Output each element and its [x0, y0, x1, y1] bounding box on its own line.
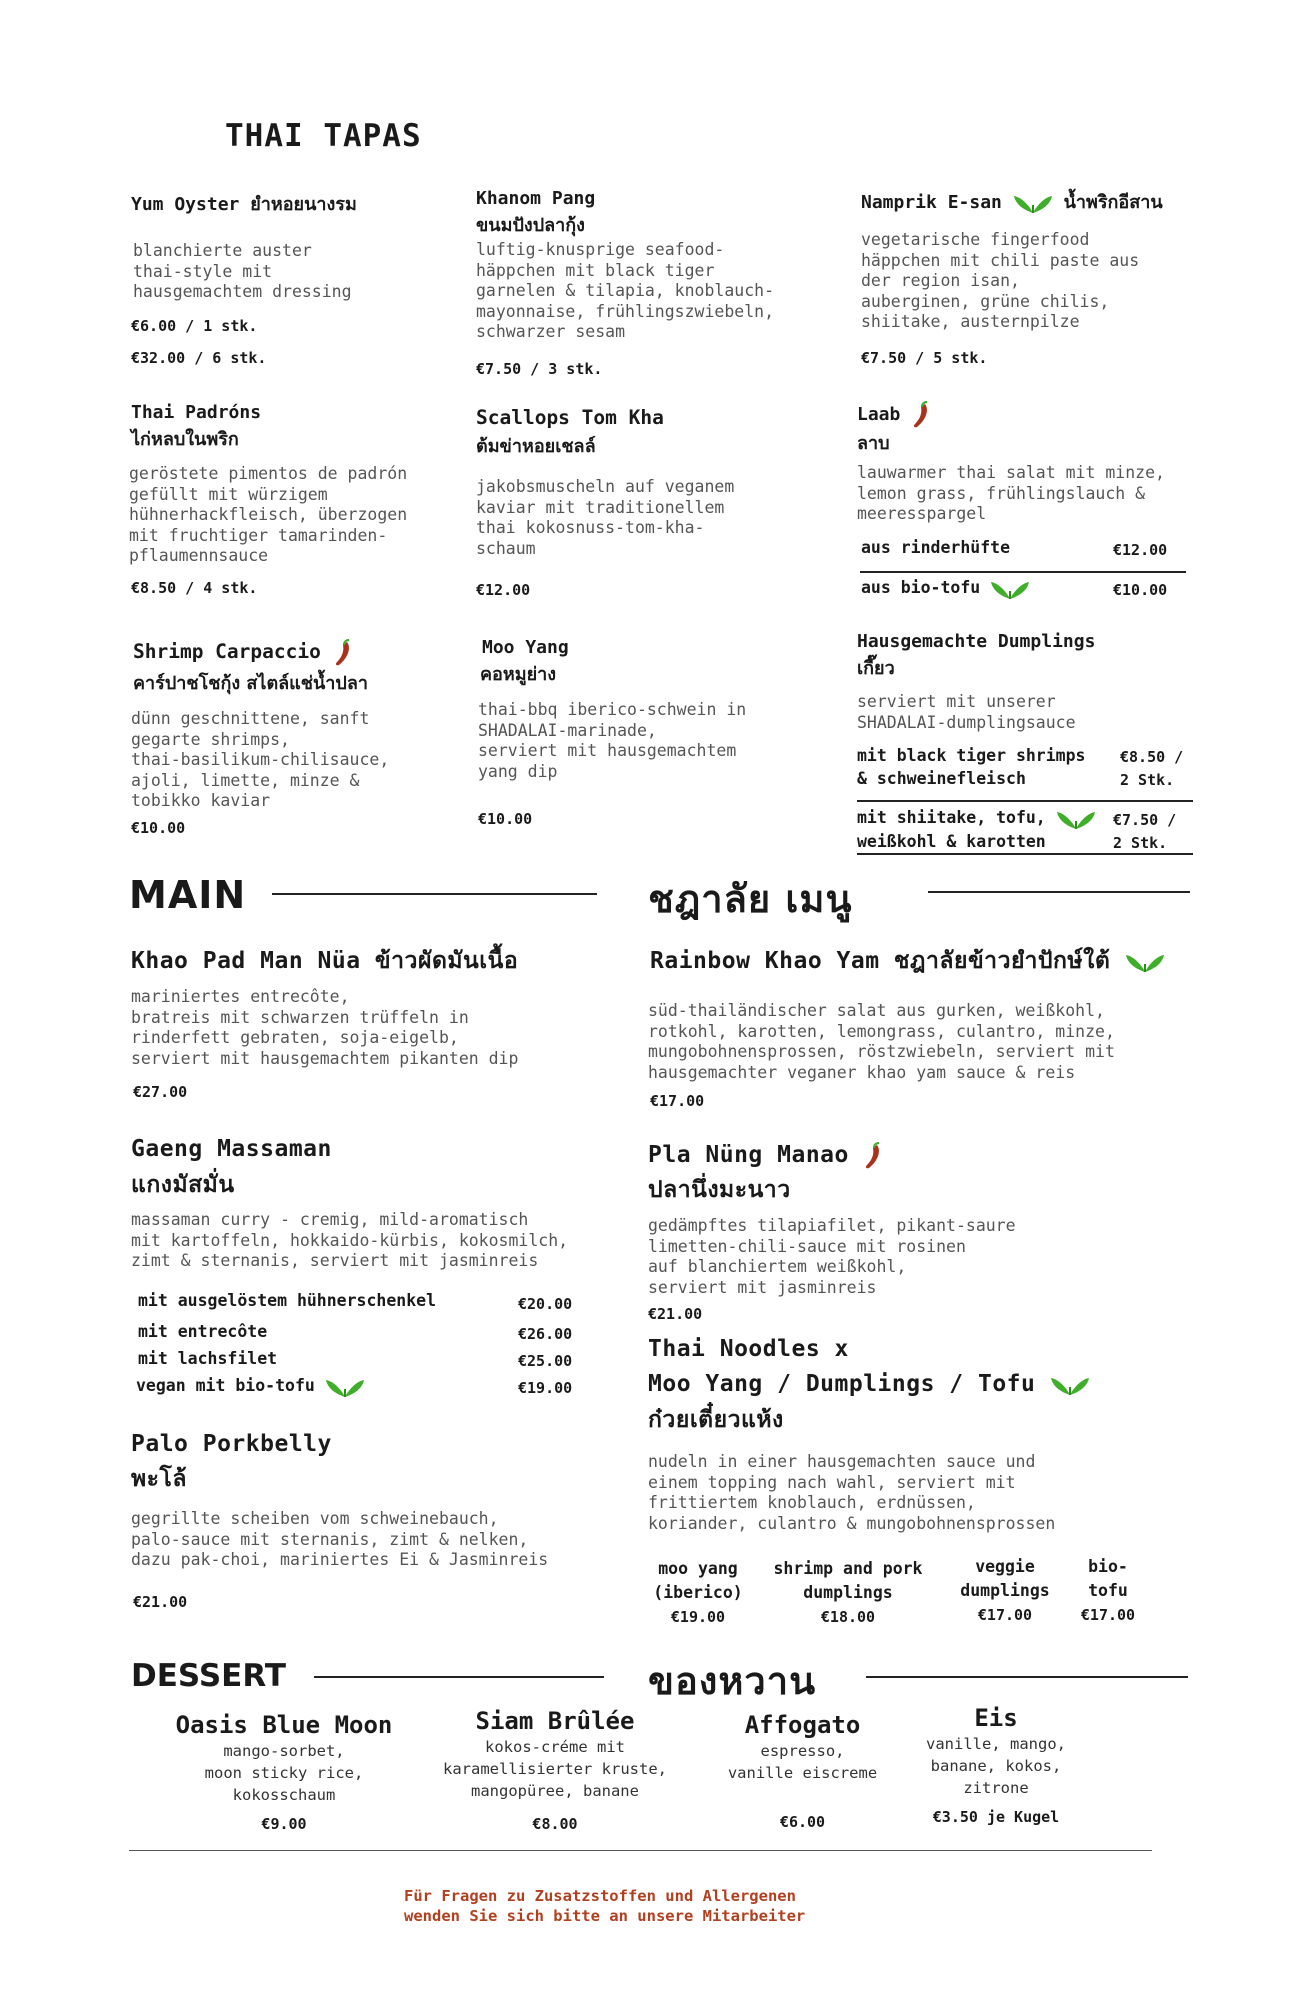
dish-price: €17.00	[650, 1092, 705, 1110]
noodle-option	[762, 1557, 934, 1627]
dish-description: vegetarische fingerfood häppchen mit chili paste aus der region isan, auberginen, grüne chilis, shiitake, austernpilze	[861, 230, 1140, 331]
dish-description: lauwarmer thai salat mit minze, lemon grass, frühlingslauch & meeresspargel	[857, 463, 1165, 523]
option-text: aus bio-tofu	[861, 578, 981, 597]
dish-thai-name: ก๋วยเตี๋ยวแห้ง	[648, 1407, 784, 1433]
dessert-price: €3.50 je Kugel	[932, 1808, 1060, 1826]
dish-name	[131, 944, 518, 978]
leaf-icon	[990, 577, 1030, 601]
option-price: €7.50 /	[1113, 811, 1177, 829]
dessert-name: Affogato	[744, 1711, 861, 1739]
option-label: dumplings	[803, 1583, 893, 1602]
chadalai-heading: ชฎาลัย เมนู	[648, 877, 853, 921]
dish-thai-name: ข้าวผัดมันเนื้อ	[374, 948, 519, 974]
option-label: weißkohl & karotten	[857, 832, 1046, 851]
dish-thai-name: คอหมูย่าง	[480, 664, 557, 685]
leaf-icon	[1125, 949, 1165, 975]
dish-thai-name: ปลานึ่งมะนาว	[648, 1177, 791, 1203]
chili-icon	[911, 401, 931, 429]
dish-title: Namprik E-san	[861, 192, 1002, 213]
dish-thai-name: แกงมัสมั่น	[131, 1172, 235, 1198]
dish-description: mariniertes entrecôte, bratreis mit schwarzen trüffeln in rinderfett gebraten, soja-eigelb, serviert mit hausgemachtem pikanten dip	[131, 987, 519, 1068]
divider	[129, 1850, 1152, 1851]
dish-title: Laab	[857, 404, 901, 425]
dish-price: €10.00	[478, 810, 533, 828]
dessert-name: Siam Brûlée	[475, 1707, 635, 1735]
dish-price: €32.00 / 6 stk.	[131, 349, 267, 367]
option-price: €19.00	[518, 1379, 573, 1397]
dish-name	[648, 1367, 1090, 1401]
divider	[857, 800, 1193, 802]
tapas-heading: THAI TAPAS	[225, 118, 422, 154]
dish-title: Khanom Pang	[476, 188, 596, 209]
option-label: mit entrecôte	[138, 1322, 268, 1341]
option-price: €25.00	[518, 1352, 573, 1370]
dessert-heading: DESSERT	[131, 1658, 286, 1694]
dessert-description: espresso, vanille eiscreme	[727, 1742, 878, 1782]
dish-thai-name: ลาบ	[857, 433, 890, 454]
option-label: dumplings	[960, 1581, 1050, 1600]
leaf-icon	[325, 1375, 365, 1399]
dish-description: süd-thailändischer salat aus gurken, weißkohl, rotkohl, karotten, lemongrass, culantro, minze, mungobohnensprossen, röstzwiebeln, serviert mit hausgemachter veganer khao yam sauce & reis	[648, 1001, 1115, 1082]
dessert-item	[425, 1706, 685, 1834]
leaf-icon	[1013, 191, 1053, 215]
dish-description: dünn geschnittene, sanft gegarte shrimps, thai-basilikum-chilisauce, ajoli, limette, minze & tobikko kaviar	[131, 709, 390, 810]
noodle-option	[1068, 1555, 1148, 1625]
dish-price: €10.00	[131, 819, 186, 837]
divider	[314, 1676, 604, 1678]
divider	[928, 891, 1190, 893]
dish-title: Rainbow Khao Yam	[650, 948, 880, 974]
dessert-price: €9.00	[261, 1815, 307, 1833]
divider	[860, 571, 1186, 573]
allergen-note: Für Fragen zu Zusatzstoffen und Allergenen wenden Sie sich bitte an unsere Mitarbeiter	[404, 1887, 806, 1925]
dish-title: Palo Porkbelly	[131, 1431, 332, 1457]
dish-title: Moo Yang / Dumplings / Tofu	[648, 1371, 1036, 1397]
option-label: veggie	[975, 1557, 1035, 1576]
option-price: €10.00	[1113, 581, 1168, 599]
dish-description: blanchierte auster thai-style mit hausgemachtem dressing	[133, 241, 352, 301]
option-label: shrimp and pork	[773, 1559, 923, 1578]
option-price: €8.50 /	[1120, 748, 1184, 766]
dish-thai-name: ไก่หลบในพริก	[131, 429, 239, 450]
dish-thai-name: พะโล้	[131, 1466, 187, 1492]
dessert-description: mango-sorbet, moon sticky rice, kokosschaum	[204, 1742, 364, 1804]
divider	[857, 853, 1193, 855]
dessert-item	[905, 1703, 1087, 1827]
divider	[272, 893, 597, 895]
option-price: €26.00	[518, 1325, 573, 1343]
dish-thai-name: น้ำพริกอีสาน	[1063, 192, 1163, 213]
dish-title: Thai Padróns	[131, 402, 262, 423]
divider	[866, 1676, 1188, 1678]
option-label: moo yang	[658, 1559, 738, 1578]
dish-description: nudeln in einer hausgemachten sauce und einem topping nach wahl, serviert mit frittiertem knoblauch, erdnüssen, koriander, culantro & mungobohnensprossen	[648, 1452, 1056, 1533]
option-label: mit black tiger shrimps	[857, 746, 1086, 765]
dessert-name: Eis	[974, 1704, 1018, 1732]
dessert-price: €8.00	[532, 1815, 578, 1833]
dish-title: Shrimp Carpaccio	[133, 640, 321, 663]
dish-thai-name: คาร์ปาชโชกุ้ง สไตล์แช่น้ำปลา	[133, 673, 368, 694]
dessert-price: €6.00	[779, 1813, 826, 1831]
dessert-name: Oasis Blue Moon	[175, 1711, 393, 1739]
option-price: 2 Stk.	[1113, 834, 1168, 852]
dish-description: luftig-knusprige seafood- häppchen mit black tiger garnelen & tilapia, knoblauch- mayonnaise, frühlingszwiebeln, schwarzer sesam	[476, 240, 775, 341]
dessert-description: vanille, mango, banane, kokos, zitrone	[926, 1735, 1066, 1797]
dish-price: €12.00	[476, 581, 531, 599]
dish-price: €7.50 / 5 stk.	[861, 349, 988, 367]
dish-title: Thai Noodles x	[648, 1336, 849, 1362]
option-label: tofu	[1088, 1581, 1128, 1600]
option-label: bio-	[1088, 1557, 1128, 1576]
option-label: (iberico)	[653, 1583, 743, 1602]
dish-thai-name: เกี๊ยว	[857, 658, 895, 679]
leaf-icon	[1056, 807, 1096, 831]
option-label	[861, 576, 1030, 601]
dish-price: €8.50 / 4 stk.	[131, 579, 258, 597]
option-price: €18.00	[820, 1608, 876, 1626]
option-label	[136, 1374, 365, 1399]
dish-description: serviert mit unserer SHADALAI-dumplingsauce	[857, 692, 1076, 732]
dish-thai-name: ต้มข่าหอยเชลล์	[476, 436, 596, 457]
option-price: €17.00	[977, 1606, 1033, 1624]
noodle-option	[643, 1557, 753, 1627]
dessert-description: kokos-créme mit karamellisierter kruste, mangopüree, banane	[443, 1738, 667, 1800]
option-label: & schweinefleisch	[857, 769, 1026, 788]
dish-price: €6.00 / 1 stk.	[131, 317, 258, 335]
main-heading: MAIN	[129, 873, 247, 917]
option-price: 2 Stk.	[1120, 771, 1175, 789]
option-text: vegan mit bio-tofu	[136, 1376, 315, 1395]
dish-title: Moo Yang	[482, 637, 569, 658]
dish-title: Pla Nüng Manao	[648, 1142, 849, 1168]
option-label: mit ausgelöstem hühnerschenkel	[138, 1291, 437, 1310]
option-label	[857, 806, 1096, 831]
dish-name	[861, 189, 1163, 216]
dish-description: geröstete pimentos de padrón gefüllt mit würzigem hühnerhackfleisch, überzogen mit fruchtiger tamarinden- pflaumennsauce	[129, 464, 408, 565]
dish-description: gedämpftes tilapiafilet, pikant-saure limetten-chili-sauce mit rosinen auf blanchiertem weißkohl, serviert mit jasminreis	[648, 1216, 1016, 1297]
dish-title: Khao Pad Man Nüa	[131, 948, 361, 974]
dish-description: thai-bbq iberico-schwein in SHADALAI-marinade, serviert mit hausgemachtem yang dip	[478, 700, 747, 781]
dish-description: massaman curry - cremig, mild-aromatisch mit kartoffeln, hokkaido-kürbis, kokosmilch, zimt & sternanis, serviert mit jasminreis	[131, 1210, 569, 1270]
dish-title: Yum Oyster	[131, 194, 240, 215]
chili-icon	[333, 639, 353, 667]
noodle-option	[945, 1555, 1065, 1625]
option-price: €20.00	[518, 1295, 573, 1313]
dish-price: €21.00	[133, 1593, 188, 1611]
dish-price: €27.00	[133, 1083, 188, 1101]
dish-thai-name: ขนมปังปลากุ้ง	[476, 215, 585, 236]
dish-title: Gaeng Massaman	[131, 1136, 332, 1162]
dish-thai-name: ชฎาลัยข้าวยำปักษ์ใต้	[893, 948, 1111, 974]
option-price: €17.00	[1080, 1606, 1136, 1624]
dish-price: €7.50 / 3 stk.	[476, 360, 603, 378]
dish-title: Hausgemachte Dumplings	[857, 631, 1096, 652]
dessert-item	[148, 1710, 420, 1834]
chili-icon	[863, 1142, 883, 1170]
dessert-item	[700, 1710, 905, 1832]
dish-name	[648, 1138, 883, 1172]
dish-description: jakobsmuscheln auf veganem kaviar mit traditionellem thai kokosnuss-tom-kha- schaum	[476, 477, 735, 558]
dish-description: gegrillte scheiben vom schweinebauch, palo-sauce mit sternanis, zimt & nelken, dazu pak-choi, mariniertes Ei & Jasminreis	[131, 1509, 549, 1569]
option-label: aus rinderhüfte	[861, 538, 1011, 557]
dish-name	[133, 638, 353, 667]
dish-name	[131, 191, 357, 218]
dessert-heading-thai: ของหวาน	[648, 1659, 817, 1703]
dish-thai-name: ยำหอยนางรม	[250, 194, 357, 215]
dish-title: Scallops Tom Kha	[476, 406, 664, 429]
dish-name	[650, 944, 1165, 978]
option-label: mit lachsfilet	[138, 1349, 278, 1368]
option-text: mit shiitake, tofu,	[857, 808, 1046, 827]
dish-name	[857, 401, 931, 429]
dish-price: €21.00	[648, 1305, 703, 1323]
option-price: €19.00	[670, 1608, 726, 1626]
leaf-icon	[1050, 1372, 1090, 1398]
option-price: €12.00	[1113, 541, 1168, 559]
